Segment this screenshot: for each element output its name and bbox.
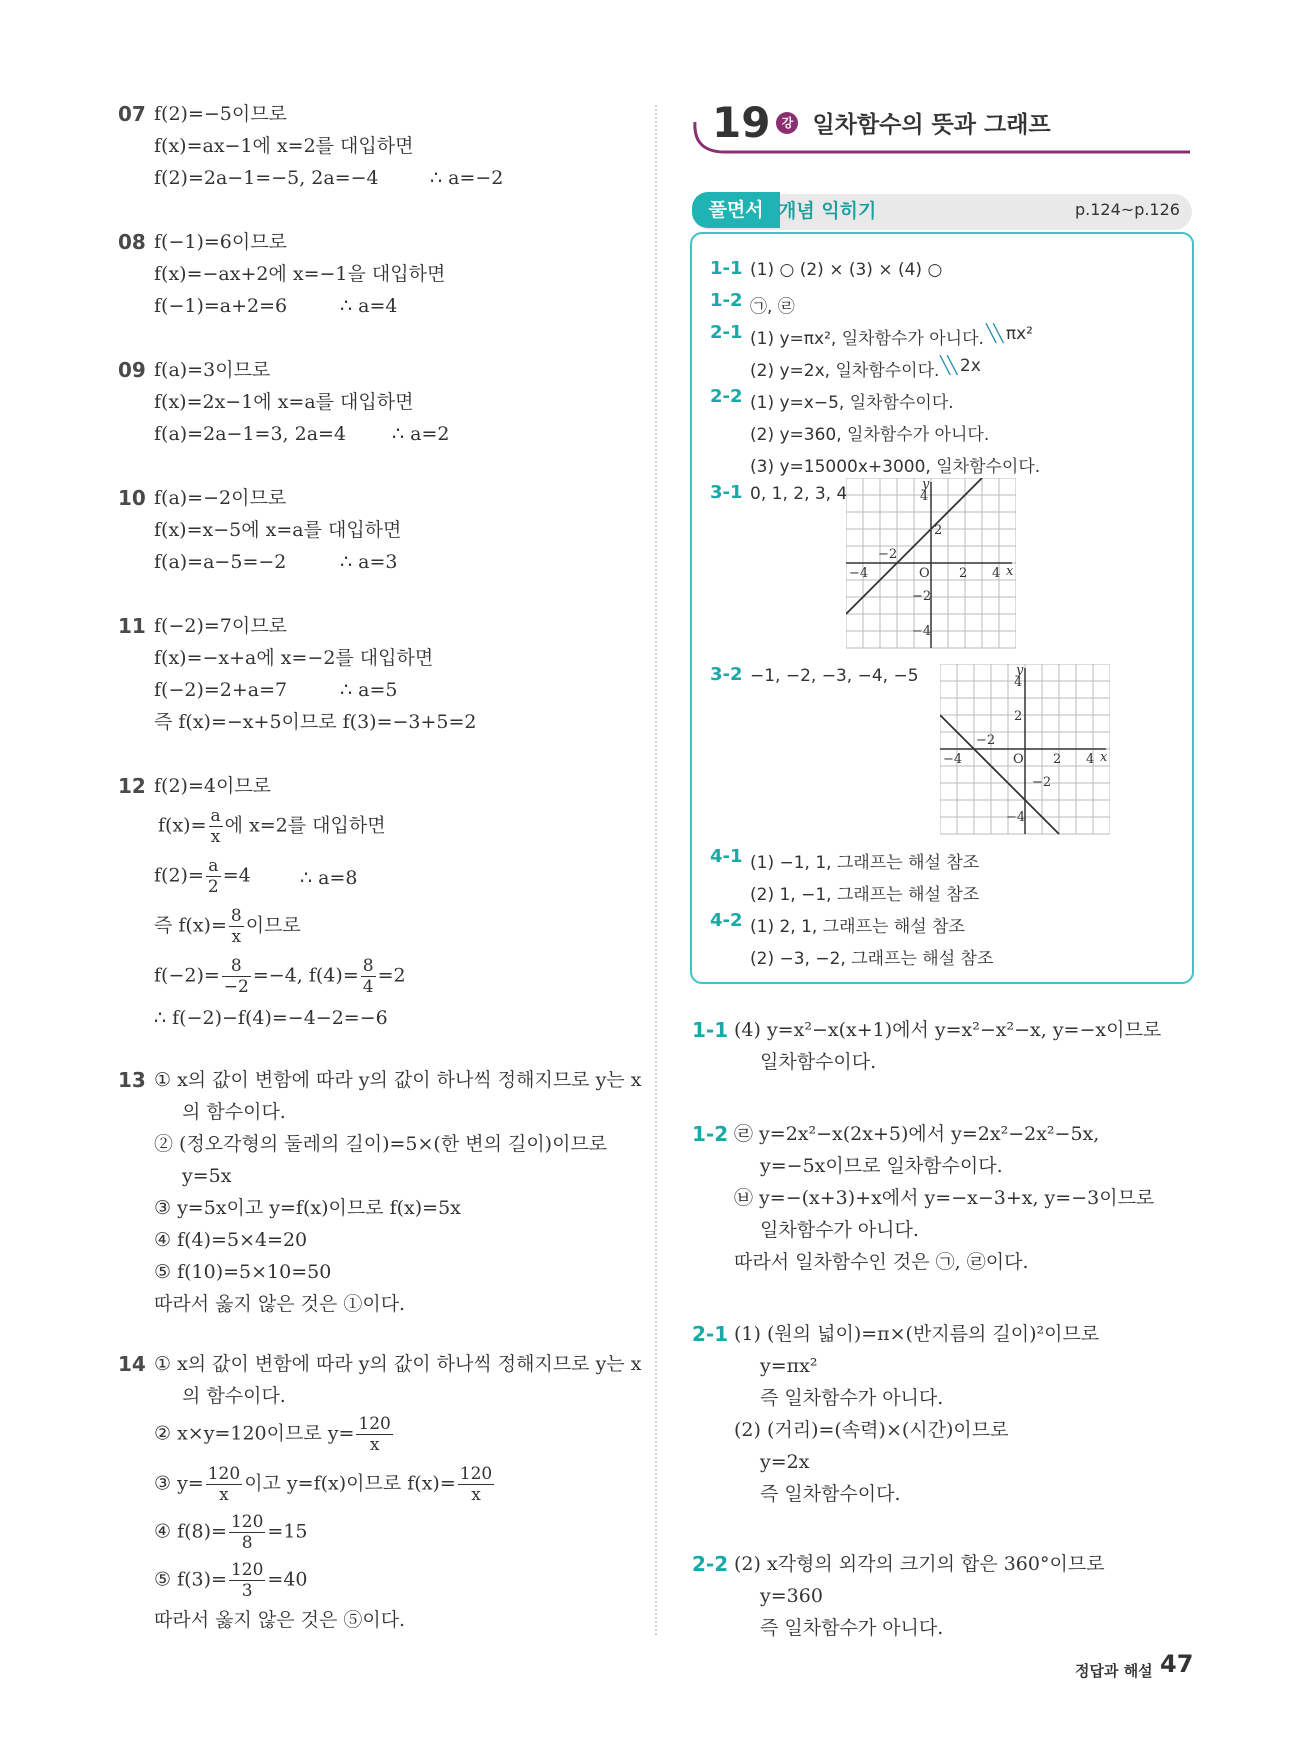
problem-number: 08: [118, 230, 146, 254]
solution-number: 2-2: [692, 1552, 729, 1576]
conclusion: ∴ a=8: [300, 867, 358, 889]
answer-text: (1) y=x−5, 일차함수이다.: [750, 393, 954, 413]
solution-line: y=πx²: [760, 1355, 818, 1377]
column-divider: [655, 105, 657, 1635]
solution-line: 따라서 옳지 않은 것은 ⑤이다.: [154, 1609, 406, 1631]
answer-text: −1, −2, −3, −4, −5: [750, 666, 919, 686]
answer-text: (2) y=2x, 일차함수이다.: [750, 361, 940, 381]
footer-label: 정답과 해설: [1075, 1662, 1153, 1680]
solution-line: ③ y= $\frac{120}{x}$ 이고 y=f(x)이므로 f(x)= $\frac{120}{x}$: [154, 1464, 493, 1505]
section-title: 개념 익히기: [778, 200, 877, 222]
solution-line: f(2)=2a−1=−5, 2a=−4: [154, 167, 379, 189]
solution-line: f(a)=a−5=−2: [154, 551, 287, 573]
solution-line: f(x)=x−5에 x=a를 대입하면: [154, 519, 402, 541]
solution-number: 1-1: [692, 1018, 729, 1042]
x-label: x: [1006, 564, 1014, 579]
solution-line: f(a)=3이므로: [154, 359, 271, 381]
solution-line: ③ y=5x이고 y=f(x)이므로 f(x)=5x: [154, 1197, 461, 1219]
conclusion: ∴ a=−2: [430, 167, 504, 189]
lesson-number: 19: [712, 98, 771, 147]
problem-number: 14: [118, 1352, 146, 1376]
origin-label: O: [919, 566, 930, 581]
answer-text: (1) 2, 1, 그래프는 해설 참조: [750, 917, 965, 937]
answer-number: 1-2: [710, 290, 743, 311]
solution-line: f(x)=ax−1에 x=2를 대입하면: [154, 135, 414, 157]
tick-label: 4: [1086, 752, 1095, 767]
tick-label: −2: [1032, 775, 1052, 790]
answer-mark-icon: ╲╲: [940, 356, 955, 376]
answer-number: 2-2: [710, 386, 743, 407]
solution-line: ㉥ y=−(x+3)+x에서 y=−x−3+x, y=−3이므로: [734, 1187, 1155, 1209]
answer-mark-icon: ╲╲: [986, 324, 1001, 344]
tick-label: −2: [878, 547, 898, 562]
answer-number: 4-1: [710, 846, 743, 867]
conclusion: ∴ a=3: [340, 551, 398, 573]
answer-number: 4-2: [710, 910, 743, 931]
solution-number: 2-1: [692, 1322, 729, 1346]
solution-line: 즉 일차함수가 아니다.: [760, 1617, 944, 1639]
answer-number: 2-1: [710, 322, 743, 343]
conclusion: ∴ a=4: [340, 295, 398, 317]
page-range: p.124~p.126: [1075, 200, 1180, 219]
solution-line: 따라서 옳지 않은 것은 ①이다.: [154, 1293, 406, 1315]
tick-label: 4: [992, 566, 1001, 581]
tick-label: −4: [849, 566, 869, 581]
solution-line: f(−2)=7이므로: [154, 615, 287, 637]
solution-line: ∴ f(−2)−f(4)=−4−2=−6: [154, 1007, 388, 1029]
tick-label: 4: [920, 489, 929, 504]
answer-number: 3-2: [710, 664, 743, 685]
tick-label: 2: [1014, 709, 1023, 724]
answer-text: (1) ○ (2) × (3) × (4) ○: [750, 260, 943, 280]
solution-line: ② (정오각형의 둘레의 길이)=5×(한 변의 길이)이므로: [154, 1133, 608, 1155]
answer-number: 1-1: [710, 258, 743, 279]
solution-line: ① x의 값이 변함에 따라 y의 값이 하나씩 정해지므로 y는 x: [154, 1353, 642, 1375]
graph-3-2: [940, 664, 1110, 836]
page-number: 47: [1160, 1650, 1194, 1678]
solution-line: 따라서 일차함수인 것은 ㉠, ㉣이다.: [734, 1251, 1029, 1273]
lesson-header: [712, 98, 1051, 147]
lesson-title: 일차함수의 뜻과 그래프: [812, 112, 1051, 138]
solution-line: f(x)=−ax+2에 x=−1을 대입하면: [154, 263, 446, 285]
solution-line: f(−2)=2+a=7: [154, 679, 288, 701]
solution-line: f(x)=2x−1에 x=a를 대입하면: [154, 391, 414, 413]
tick-label: 2: [959, 566, 968, 581]
solution-line: y=2x: [760, 1451, 810, 1473]
y-label: y: [922, 478, 930, 492]
solution-line: 즉 f(x)=−x+5이므로 f(3)=−3+5=2: [154, 711, 477, 733]
origin-label: O: [1013, 752, 1024, 767]
solution-line: ④ f(4)=5×4=20: [154, 1229, 308, 1251]
solution-line: ② x×y=120이므로 y= $\frac{120}{x}$: [154, 1414, 391, 1455]
solution-line: f(−1)=a+2=6: [154, 295, 288, 317]
solution-line: y=−5x이므로 일차함수이다.: [760, 1155, 1003, 1177]
solution-line: 즉 일차함수가 아니다.: [760, 1387, 944, 1409]
solution-line: f(2)= $\frac{a}{2}$ =4: [154, 856, 251, 897]
tick-label: −4: [943, 752, 963, 767]
solution-line: ① x의 값이 변함에 따라 y의 값이 하나씩 정해지므로 y는 x: [154, 1069, 642, 1091]
solution-line: f(a)=2a−1=3, 2a=4: [154, 423, 347, 445]
solution-line: f(2)=−5이므로: [154, 103, 287, 125]
answer-hint: ╲╲ πx²: [986, 324, 1034, 344]
solution-line: 일차함수가 아니다.: [760, 1219, 919, 1241]
answer-text: (2) −3, −2, 그래프는 해설 참조: [750, 949, 994, 969]
solution-line: 의 함수이다.: [182, 1101, 286, 1123]
solution-line: y=5x: [182, 1165, 232, 1187]
answer-text: ㉠, ㉣: [750, 297, 795, 317]
solution-line: (2) (거리)=(속력)×(시간)이므로: [734, 1419, 1009, 1441]
conclusion: ∴ a=2: [392, 423, 450, 445]
solution-line: f(2)=4이므로: [154, 775, 272, 797]
tick-label: −2: [912, 589, 932, 604]
answer-text: (3) y=15000x+3000, 일차함수이다.: [750, 457, 1041, 477]
graph-3-1: [846, 478, 1016, 650]
solution-line: f(x)= $\frac{a}{x}$ 에 x=2를 대입하면: [158, 806, 386, 847]
answer-text: (2) y=360, 일차함수가 아니다.: [750, 425, 990, 445]
tick-label: −4: [1006, 810, 1026, 825]
conclusion: ∴ a=5: [340, 679, 398, 701]
solution-line: 즉 f(x)= $\frac{8}{x}$ 이므로: [154, 906, 301, 947]
solution-line: ㉣ y=2x²−x(2x+5)에서 y=2x²−2x²−5x,: [734, 1123, 1100, 1145]
answer-text: 0, 1, 2, 3, 4: [750, 484, 848, 504]
solution-line: f(−1)=6이므로: [154, 231, 287, 253]
solution-line: 즉 일차함수이다.: [760, 1483, 901, 1505]
solution-line: ④ f(8)= $\frac{120}{8}$ =15: [154, 1512, 308, 1553]
solution-line: f(−2)= $\frac{8}{-2}$ =−4, f(4)= $\frac{8}{4}$ =2: [154, 956, 406, 997]
solution-line: (2) x각형의 외각의 크기의 합은 360°이므로: [734, 1553, 1105, 1575]
problem-number: 11: [118, 614, 146, 638]
section-tag: 풀면서: [692, 192, 780, 228]
lesson-badge: 강: [776, 112, 798, 134]
y-label: y: [1016, 664, 1024, 678]
solution-line: y=360: [760, 1585, 823, 1607]
problem-number: 09: [118, 358, 146, 382]
answer-text: (1) y=πx², 일차함수가 아니다.: [750, 329, 984, 349]
problem-number: 12: [118, 774, 146, 798]
solution-line: ⑤ f(10)=5×10=50: [154, 1261, 332, 1283]
solution-line: f(a)=−2이므로: [154, 487, 287, 509]
problem-number: 10: [118, 486, 146, 510]
solution-line: ⑤ f(3)= $\frac{120}{3}$ =40: [154, 1560, 308, 1601]
answer-text: (2) 1, −1, 그래프는 해설 참조: [750, 885, 980, 905]
tick-label: 2: [934, 523, 943, 538]
answer-text: (1) −1, 1, 그래프는 해설 참조: [750, 853, 980, 873]
tick-label: −4: [912, 624, 932, 639]
problem-number: 13: [118, 1068, 146, 1092]
solution-number: 1-2: [692, 1122, 729, 1146]
answer-hint: ╲╲ 2x: [940, 356, 981, 376]
answer-number: 3-1: [710, 482, 743, 503]
tick-label: 2: [1053, 752, 1062, 767]
solution-line: f(x)=−x+a에 x=−2를 대입하면: [154, 647, 434, 669]
solution-line: 의 함수이다.: [182, 1385, 286, 1407]
x-label: x: [1100, 750, 1108, 765]
tick-label: 4: [1014, 675, 1023, 690]
solution-line: (1) (원의 넓이)=π×(반지름의 길이)²이므로: [734, 1323, 1100, 1345]
tick-label: −2: [976, 733, 996, 748]
solution-line: (4) y=x²−x(x+1)에서 y=x²−x²−x, y=−x이므로: [734, 1019, 1162, 1041]
problem-number: 07: [118, 102, 146, 126]
solution-line: 일차함수이다.: [760, 1051, 877, 1073]
